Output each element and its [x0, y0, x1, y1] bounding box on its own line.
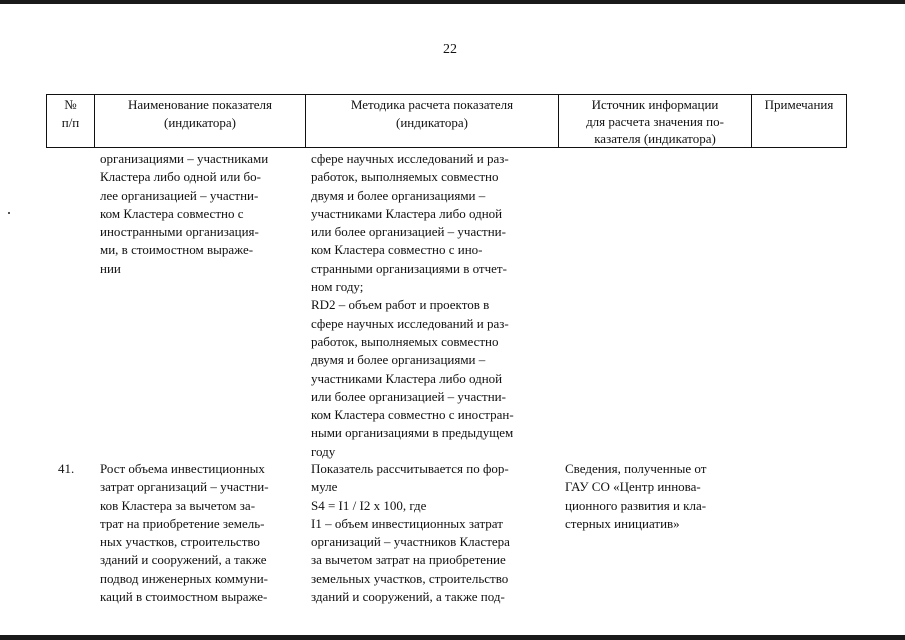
row1-method: сфере научных исследований и раз- работок, выполняемых совместно двумя и более организациями – участниками Кластера либо одной или более организацией – участни- ком Кластера совместно с ино- странными организациями в отчет- ном году; RD2 – объем работ и проектов в сфере научных исследований и раз- работок, выполняемых совместно двумя и более организациями – участниками Кластера либо одной или более организацией – участни- ком Кластера совместно с иностран- ными организациями в предыдущем году [311, 151, 514, 459]
scan-border-top [0, 0, 905, 4]
row1-name: организациями – участниками Кластера либо одной или бо- лее организацией – участни- ком Кластера совместно с иностранными организация- ми, в стоимостном выраже- нии [100, 151, 269, 276]
header-source: Источник информации для расчета значения по- казателя (индикатора) [586, 97, 724, 146]
header-num: № п/п [61, 97, 80, 130]
row2-method: Показатель рассчитывается по фор- муле S4 = I1 / I2 x 100, где I1 – объем инвестиционных затрат организаций – участников Кластера за вычетом затрат на приобретение земельных участков, строительство зданий и сооружений, а также под- [311, 461, 510, 605]
row2-num: 41. [58, 461, 75, 476]
scan-border-bottom [0, 635, 905, 640]
header-name: Наименование показателя (индикатора) [127, 97, 273, 130]
row2-source: Сведения, полученные от ГАУ СО «Центр иннова- ционного развития и кла- стерных инициатив» [565, 461, 707, 531]
header-method: Методика расчета показателя (индикатора) [350, 97, 514, 130]
table-top-rule [46, 94, 847, 95]
col-divider-5 [846, 94, 847, 148]
table-header-bottom-rule [46, 147, 847, 148]
page-number: 22 [443, 42, 457, 57]
header-notes: Примечания [764, 97, 834, 112]
row2-name: Рост объема инвестиционных затрат организаций – участни- ков Кластера за вычетом за- трат на приобретение земель- ных участков, строительство зданий и сооружений, а также подвод инженерных коммуни- каций в стоимостном выраже- [100, 461, 269, 605]
scan-speck [8, 212, 10, 214]
